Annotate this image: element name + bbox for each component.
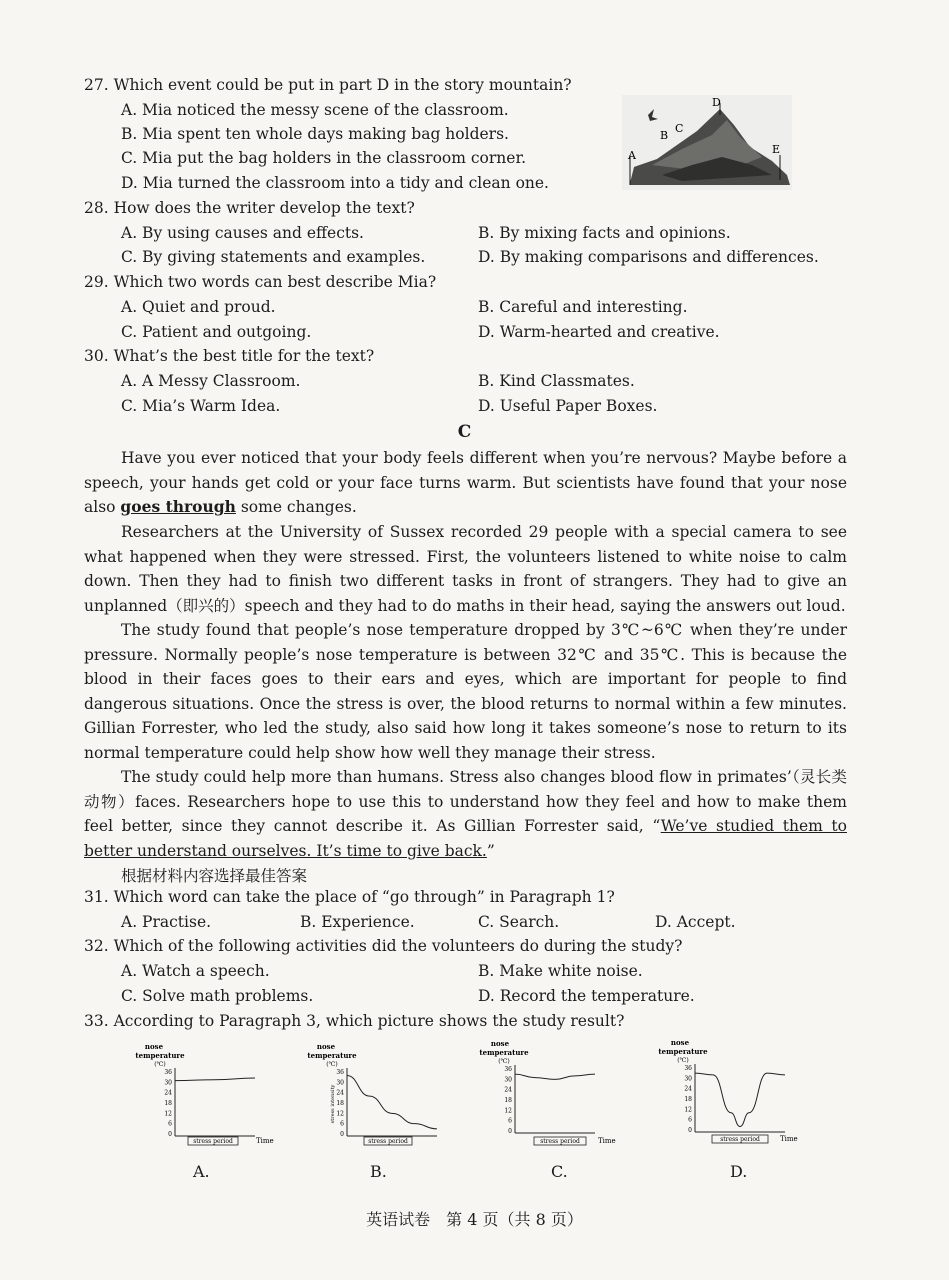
y-tick-label: 24	[684, 1085, 692, 1093]
y-tick-label: 36	[336, 1069, 344, 1076]
chart-a	[130, 1040, 280, 1150]
y-ticks	[336, 1069, 344, 1138]
axis-title-line2: temperature	[658, 1047, 708, 1056]
q28-option-a: A. By using causes and effects.	[121, 224, 364, 242]
paragraph-2	[84, 520, 847, 618]
y-tick-label: 12	[336, 1110, 344, 1118]
y-tick-label: 36	[164, 1069, 172, 1076]
p2-text: Researchers at the University of Sussex recorded 29 people with a special camera to see what happened when they were stressed. First, the volunteers listened to white noise to calm down. Then they had to finish two different tasks in front of strangers. They had to give an unplanned（即兴的）speech and they had to do maths in their head, saying the answers out loud.	[84, 523, 847, 615]
p1-text-start: Have you ever noticed that your body feels different when you’re nervous? Maybe before a speech, your hands get cold or your face turns warm. But scientists have found that your nose also	[84, 449, 847, 517]
chart-c	[470, 1037, 620, 1147]
axis-title-line2: temperature	[479, 1048, 529, 1057]
q30-option-b: B. Kind Classmates.	[478, 372, 635, 390]
q33-question: 33. According to Paragraph 3, which picture shows the study result?	[84, 1012, 625, 1030]
chart-c-letter: C.	[551, 1162, 568, 1181]
diagram-label-b: B	[660, 129, 669, 142]
q27-option-a: A. Mia noticed the messy scene of the classroom.	[121, 101, 509, 119]
axis-unit: (℃)	[677, 1057, 689, 1064]
y-ticks	[504, 1066, 512, 1135]
y-tick-label: 18	[684, 1096, 692, 1103]
diagram-label-e: E	[772, 143, 781, 156]
y-tick-label: 18	[504, 1097, 512, 1104]
y-tick-label: 30	[504, 1076, 512, 1084]
x-label: stress period	[540, 1138, 580, 1145]
axis-title-line1: nose	[670, 1038, 690, 1047]
axis-unit: (℃)	[326, 1061, 338, 1068]
y-tick-label: 30	[164, 1079, 172, 1087]
q31-option-b: B. Experience.	[300, 913, 415, 931]
y-ticks	[164, 1069, 172, 1138]
q28-option-c: C. By giving statements and examples.	[121, 248, 426, 266]
paragraph-4	[84, 765, 847, 863]
q27-option-c: C. Mia put the bag holders in the classroom corner.	[121, 149, 527, 167]
paragraph-1	[84, 446, 847, 520]
section-heading: C	[457, 422, 472, 442]
y-tick-label: 12	[504, 1107, 512, 1115]
time-label: Time	[256, 1137, 274, 1145]
axis-title-line1: nose	[490, 1039, 510, 1048]
q27-question: 27. Which event could be put in part D in the story mountain?	[84, 76, 572, 94]
q32-option-d: D. Record the temperature.	[478, 987, 695, 1005]
q29-option-a: A. Quiet and proud.	[121, 298, 276, 316]
y-tick-label: 36	[684, 1065, 692, 1072]
q31-question: 31. Which word can take the place of “go through” in Paragraph 1?	[84, 888, 615, 906]
q32-option-a: A. Watch a speech.	[121, 962, 270, 980]
y-tick-label: 6	[508, 1117, 512, 1125]
y-tick-label: 24	[164, 1089, 172, 1097]
q29-question: 29. Which two words can best describe Mia?	[84, 273, 437, 291]
time-label: Time	[598, 1137, 616, 1145]
axis-title-line2: temperature	[135, 1051, 185, 1060]
series-line	[695, 1073, 785, 1126]
y-tick-label: 0	[168, 1131, 172, 1138]
y-tick-label: 0	[508, 1128, 512, 1135]
y-tick-label: 30	[684, 1075, 692, 1083]
y-tick-label: 12	[684, 1106, 692, 1114]
q31-option-d: D. Accept.	[655, 913, 736, 931]
q27-option-b: B. Mia spent ten whole days making bag holders.	[121, 125, 509, 143]
q28-question: 28. How does the writer develop the text?	[84, 199, 415, 217]
b-side-label: stress intensity	[330, 1084, 336, 1124]
series-line	[175, 1078, 255, 1081]
q27-option-d: D. Mia turned the classroom into a tidy and clean one.	[121, 174, 549, 192]
q29-option-c: C. Patient and outgoing.	[121, 323, 312, 341]
axis-title-line1: nose	[144, 1042, 164, 1051]
y-tick-label: 18	[336, 1100, 344, 1107]
q32-question: 32. Which of the following activities did the volunteers do during the study?	[84, 937, 683, 955]
p1-text-end: some changes.	[235, 498, 357, 517]
y-tick-label: 0	[688, 1127, 692, 1134]
page-footer: 英语试卷 第 4 页（共 8 页）	[366, 1210, 583, 1229]
x-label: stress period	[368, 1138, 408, 1145]
y-tick-label: 6	[340, 1120, 344, 1128]
chart-b-letter: B.	[370, 1162, 387, 1181]
series-line	[347, 1075, 437, 1128]
q28-option-b: B. By mixing facts and opinions.	[478, 224, 731, 242]
y-tick-label: 36	[504, 1066, 512, 1073]
q30-option-d: D. Useful Paper Boxes.	[478, 397, 658, 415]
diagram-label-a: A	[628, 149, 636, 162]
chart-a-letter: A.	[193, 1162, 210, 1181]
q32-option-b: B. Make white noise.	[478, 962, 643, 980]
axis-unit: (℃)	[498, 1058, 510, 1065]
chart-b	[302, 1040, 452, 1150]
q31-option-a: A. Practise.	[121, 913, 212, 931]
instruction: 根据材料内容选择最佳答案	[121, 867, 308, 885]
axis-title-line1: nose	[316, 1042, 336, 1051]
time-label: Time	[780, 1135, 798, 1143]
p4-quote: We’ve studied them to better understand ourselves. It’s time to give back.	[84, 817, 847, 860]
y-tick-label: 30	[336, 1079, 344, 1087]
q31-option-c: C. Search.	[478, 913, 560, 931]
p1-key-phrase: goes through	[120, 497, 236, 517]
p4-text-end: ”	[486, 841, 495, 860]
diagram-label-d: D	[712, 96, 721, 109]
y-tick-label: 6	[688, 1116, 692, 1124]
series-line	[515, 1074, 595, 1079]
q32-option-c: C. Solve math problems.	[121, 987, 314, 1005]
y-tick-label: 24	[504, 1086, 512, 1094]
y-tick-label: 12	[164, 1110, 172, 1118]
x-label: stress period	[193, 1138, 233, 1145]
axis-title-line2: temperature	[307, 1051, 357, 1060]
story-mountain-diagram	[622, 95, 792, 190]
q29-option-b: B. Careful and interesting.	[478, 298, 688, 316]
p3-text: The study found that people’s nose temperature dropped by 3℃~6℃ when they’re under pressure. Normally people’s nose temperature is between 32℃ and 35℃. This is because the blood in their faces goes to their ears and eyes, which are important for people to find dangerous situations. Once the stress is over, the blood returns to normal within a few minutes. Gillian Forrester, who led the study, also said how long it takes someone’s nose to return to its normal temperature could help show how well they manage their stress.	[84, 621, 847, 762]
paragraph-3	[84, 618, 847, 766]
q30-option-c: C. Mia’s Warm Idea.	[121, 397, 281, 415]
chart-d	[650, 1036, 800, 1146]
diagram-label-c: C	[675, 122, 684, 135]
y-ticks	[684, 1065, 692, 1134]
q29-option-d: D. Warm-hearted and creative.	[478, 323, 720, 341]
x-label: stress period	[720, 1136, 760, 1143]
q28-option-d: D. By making comparisons and differences.	[478, 248, 819, 266]
chart-d-letter: D.	[730, 1162, 748, 1181]
axis-unit: (℃)	[154, 1061, 166, 1068]
y-tick-label: 18	[164, 1100, 172, 1107]
q30-option-a: A. A Messy Classroom.	[121, 372, 301, 390]
p4-text-start: The study could help more than humans. Stress also changes blood flow in primates’（灵长类动物）faces. Researchers hope to use this to understand how they feel and how to make them feel better, since they cannot describe it. As Gillian Forrester said, “	[84, 768, 847, 836]
y-tick-label: 0	[340, 1131, 344, 1138]
y-tick-label: 24	[336, 1089, 344, 1097]
q30-question: 30. What’s the best title for the text?	[84, 347, 375, 365]
y-tick-label: 6	[168, 1120, 172, 1128]
